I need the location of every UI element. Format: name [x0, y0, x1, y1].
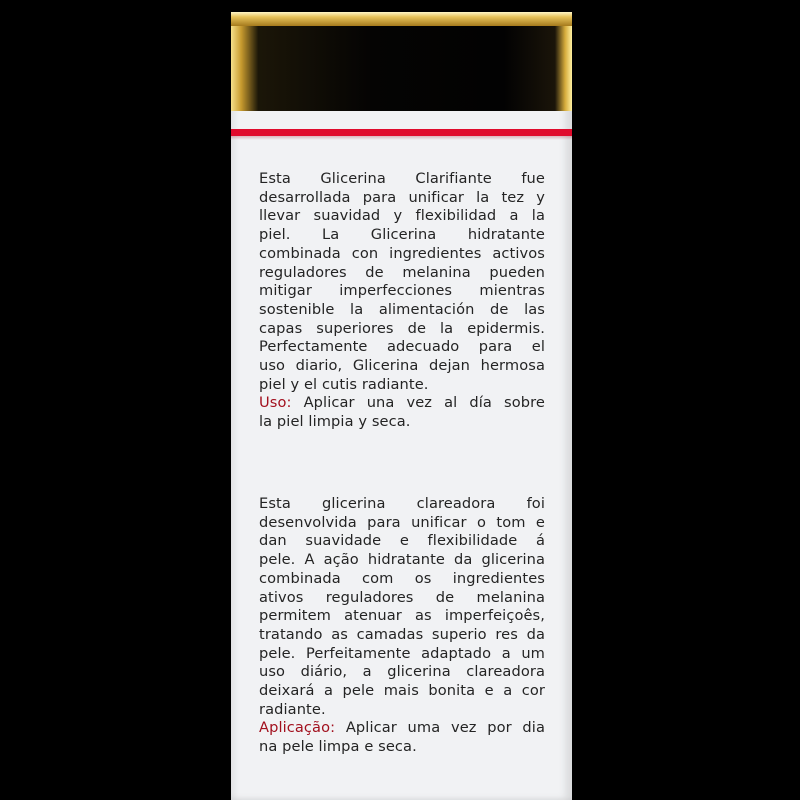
es-line: uso diario, Glicerina dejan hermosa [259, 357, 545, 375]
pt-usage-line [259, 719, 545, 738]
es-line: mitigar imperfecciones mientras [259, 282, 545, 300]
es-usage-line [259, 394, 545, 413]
es-line: reguladores de melanina pueden [259, 263, 545, 281]
product-box-side [231, 12, 572, 800]
gold-lid-edge [231, 12, 572, 26]
es-line: llevar suavidad y flexibilidad a la [259, 207, 545, 225]
pt-line: pele. Perfeitamente adaptado a um [259, 644, 545, 662]
es-line: combinada con ingredientes activos [259, 244, 545, 262]
red-stripe-shadow [231, 136, 572, 140]
pt-line: uso diário, a glicerina clareadora [259, 663, 545, 681]
gold-black-lid [231, 12, 572, 111]
es-line: Perfectamente adecuado para el [259, 338, 545, 356]
es-usage-text: Aplicar una vez al día sobre [291, 394, 545, 412]
pt-usage-text: Aplicar uma vez por dia [335, 719, 545, 737]
red-stripe [231, 129, 572, 136]
es-line: sostenible la alimentación de las [259, 300, 545, 318]
es-line: piel y el cutis radiante. [259, 375, 429, 393]
es-line: desarrollada para unificar la tez y [259, 188, 545, 206]
pt-line: Esta glicerina clareadora foi [259, 495, 545, 512]
pt-line: tratando as camadas superio res da [259, 625, 545, 643]
pt-line: permitem atenuar as imperfeiçoês, [259, 607, 545, 625]
pt-line: combinada com os ingredientes [259, 569, 545, 587]
es-line: capas superiores de la epidermis. [259, 319, 545, 337]
es-usage-label: Uso: [259, 394, 292, 412]
pt-line: radiante. [259, 700, 326, 718]
portuguese-description [259, 495, 545, 757]
spanish-description [259, 170, 545, 432]
pt-line: desenvolvida para unificar o tom e [259, 513, 545, 531]
pt-usage-line-2: na pele limpa e seca. [259, 738, 417, 756]
es-line: Esta Glicerina Clarifiante fue [259, 170, 545, 187]
es-usage-line-2: la piel limpia y seca. [259, 413, 411, 431]
pt-line: dan suavidade e flexibilidade á [259, 532, 545, 550]
es-line: piel. La Glicerina hidratante [259, 226, 545, 244]
pt-line: ativos reguladores de melanina [259, 588, 545, 606]
pt-usage-label: Aplicação: [259, 719, 336, 737]
pt-line: pele. A ação hidratante da glicerina [259, 551, 545, 569]
pt-line: deixará a pele mais bonita e a cor [259, 682, 545, 700]
